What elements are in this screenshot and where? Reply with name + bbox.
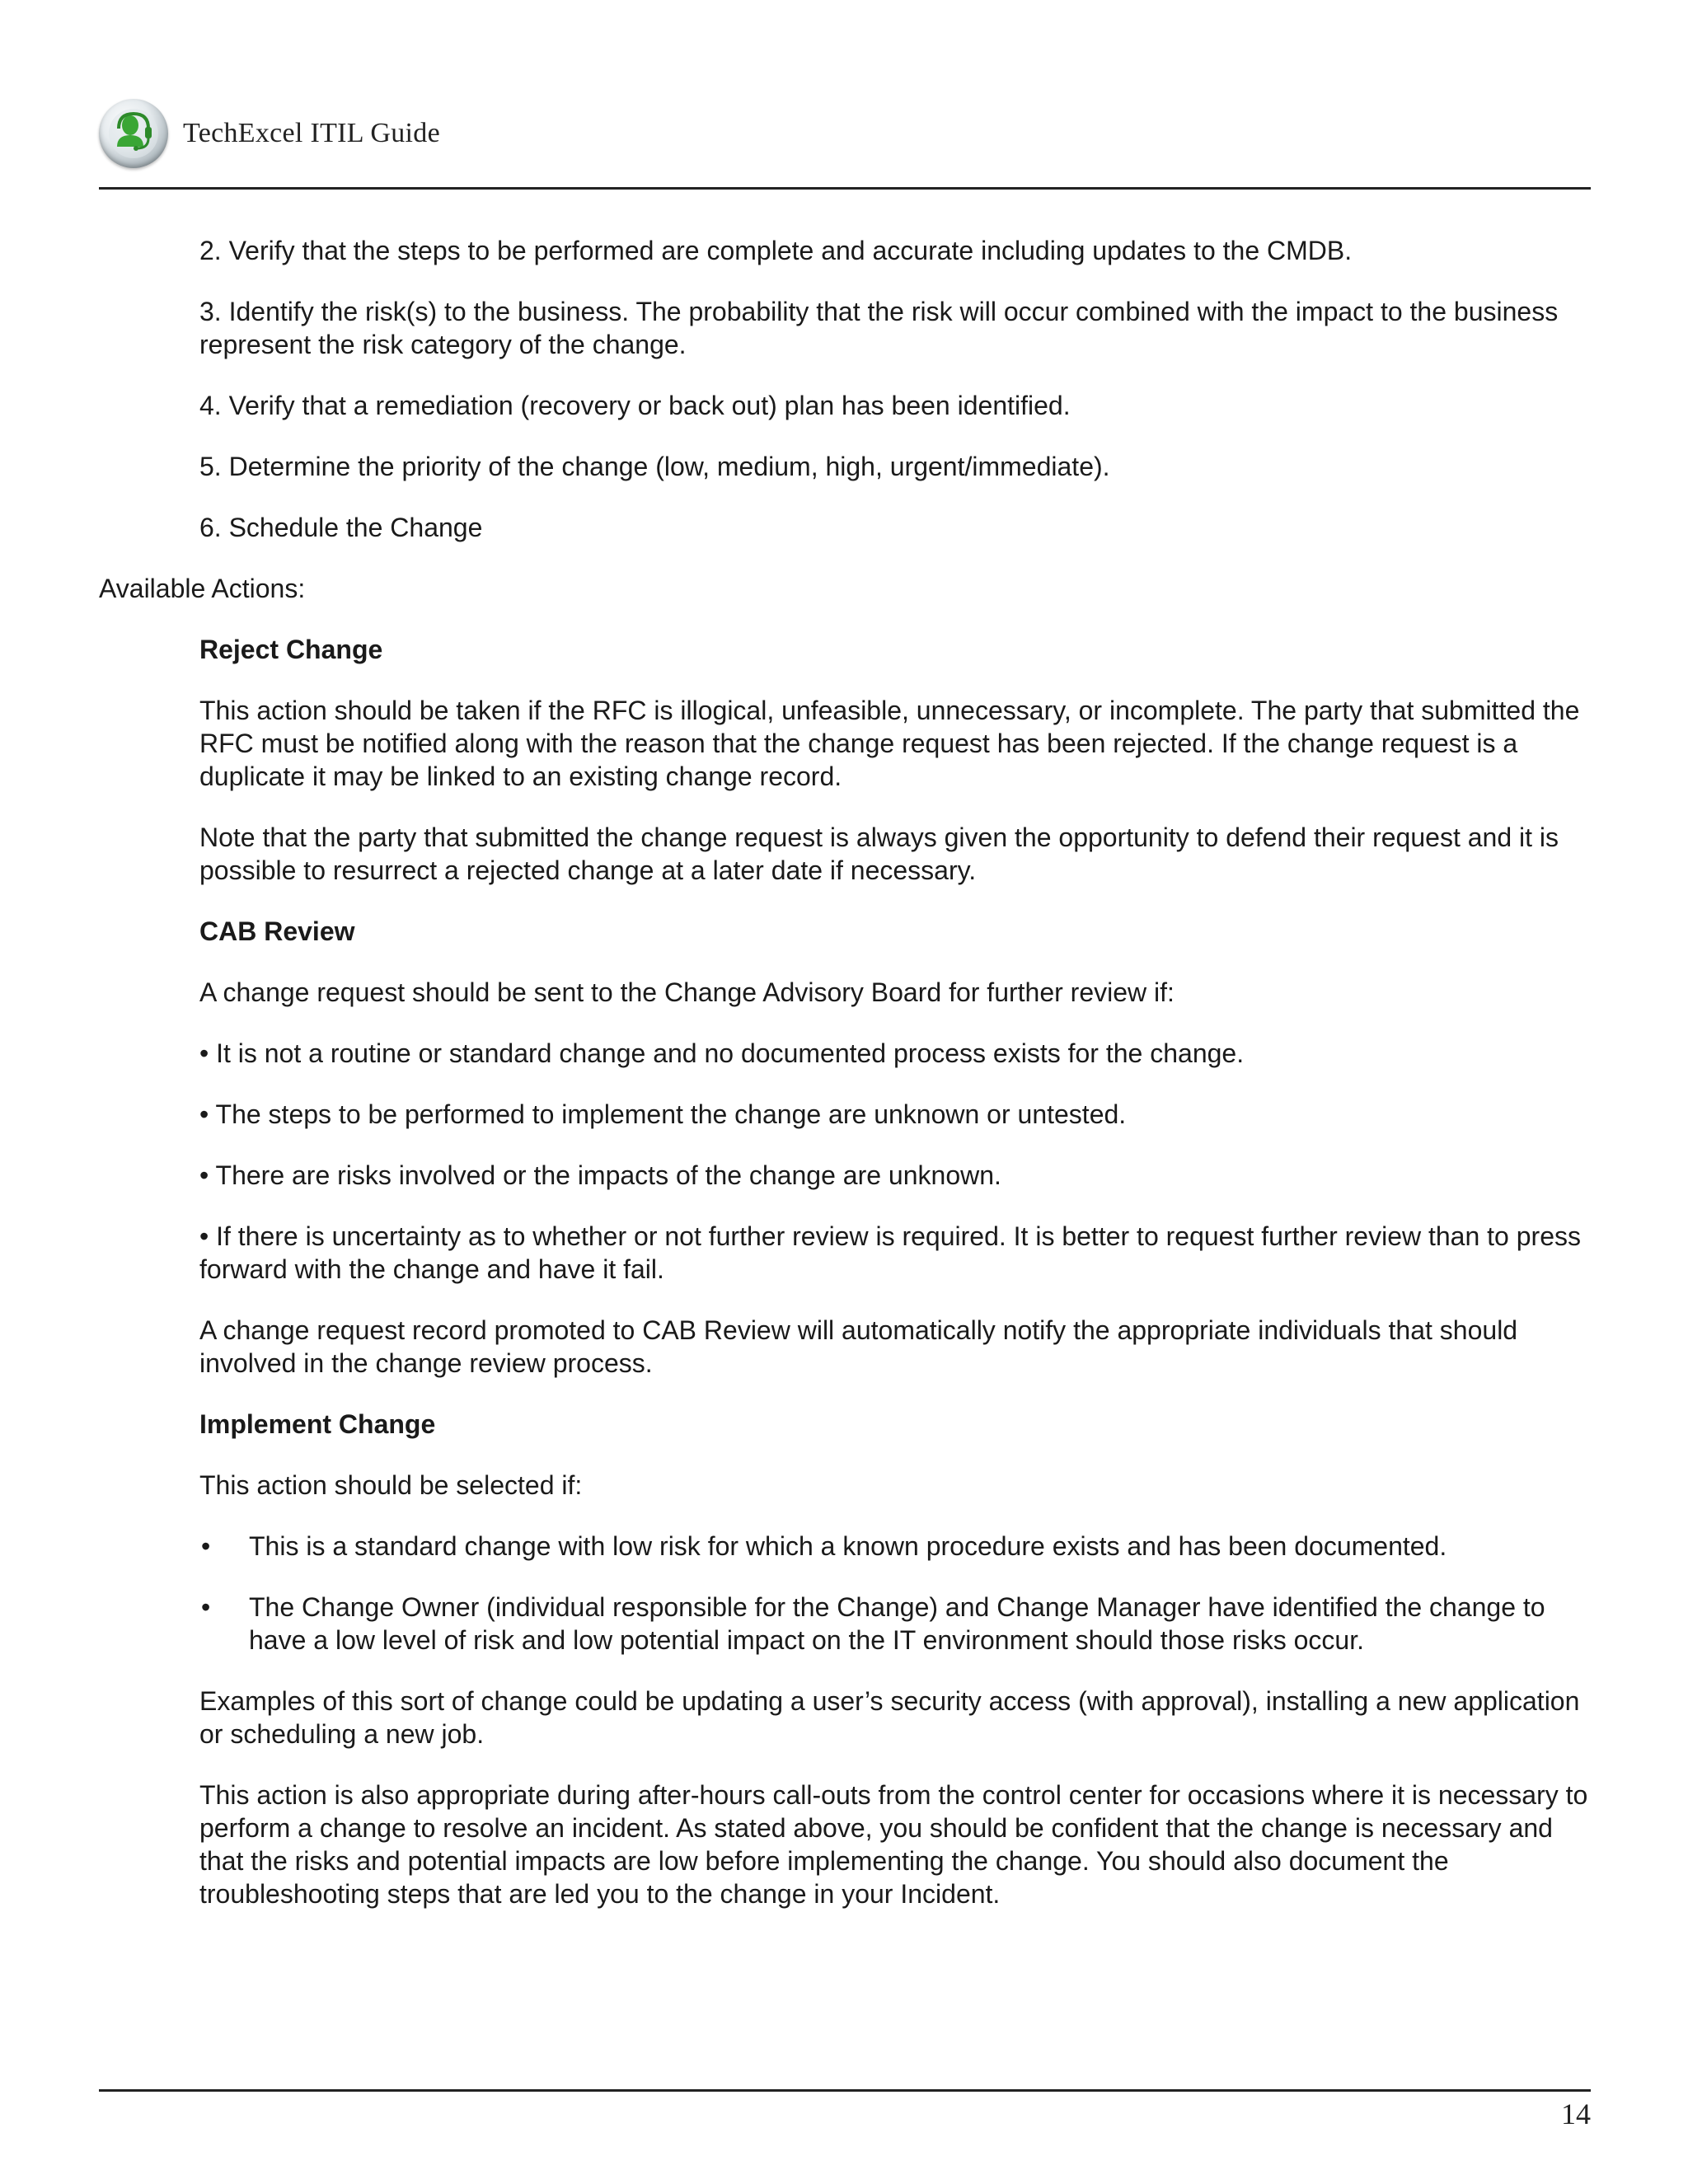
list-item [0, 1530, 1688, 1563]
page-body [0, 234, 1688, 1938]
step-item: 6. Schedule the Change [199, 513, 483, 542]
list-item-text: The Change Owner (individual responsible for the Change) and Change Manager have identified the change to have a low level of risk and low potential impact on the IT environment should those risks occur. [249, 1592, 1545, 1655]
headset-logo-icon [99, 99, 168, 168]
reject-change-note: Note that the party that submitted the change request is always given the opportunity to defend their request and it is possible to resurrect a rejected change at a later date if necessary. [199, 823, 1559, 885]
page-number: 14 [1561, 2097, 1591, 2130]
step-item: 2. Verify that the steps to be performed are complete and accurate including updates to the CMDB. [199, 236, 1353, 265]
implement-change-after-hours: This action is also appropriate during after-hours call-outs from the control center for occasions where it is necessary to perform a change to resolve an incident. As stated above, you should be confident that the change is necessary and that the risks and potential impacts are low before implementing the change. You should also document the troubleshooting steps that are led you to the change in your Incident. [199, 1780, 1588, 1909]
bullet-icon: • [201, 1531, 211, 1561]
implement-change-intro: This action should be selected if: [199, 1470, 583, 1500]
cab-review-heading: CAB Review [199, 916, 355, 946]
list-item-text: This is a standard change with low risk for which a known procedure exists and has been documented. [249, 1531, 1447, 1561]
page-header [99, 97, 440, 170]
step-item: 4. Verify that a remediation (recovery or back out) plan has been identified. [199, 391, 1071, 420]
reject-change-heading: Reject Change [199, 635, 383, 664]
document-title: TechExcel ITIL Guide [183, 118, 440, 148]
implement-change-examples: Examples of this sort of change could be updating a user’s security access (with approval), installing a new application or scheduling a new job. [199, 1686, 1580, 1749]
cab-review-intro: A change request should be sent to the Change Advisory Board for further review if: [199, 977, 1175, 1007]
step-item: 5. Determine the priority of the change (low, medium, high, urgent/immediate). [199, 452, 1110, 481]
list-item [0, 1591, 1688, 1657]
step-item: 3. Identify the risk(s) to the business. The probability that the risk will occur combined with the impact to the business represent the risk category of the change. [199, 297, 1559, 359]
reject-change-paragraph: This action should be taken if the RFC is illogical, unfeasible, unnecessary, or incomplete. The party that submitted the RFC must be notified along with the reason that the change request has been rejected. If the change request is a duplicate it may be linked to an existing change record. [199, 696, 1580, 791]
header-divider [99, 187, 1591, 190]
cab-review-closing: A change request record promoted to CAB Review will automatically notify the appropriate individuals that should involved in the change review process. [199, 1315, 1518, 1378]
bullet-icon: • [201, 1592, 211, 1622]
cab-review-bullet: • If there is uncertainty as to whether or not further review is required. It is better to request further review than to press forward with the change and have it fail. [199, 1221, 1581, 1284]
cab-review-bullet: • The steps to be performed to implement the change are unknown or untested. [199, 1099, 1127, 1129]
footer-divider [99, 2089, 1591, 2092]
cab-review-bullet: • It is not a routine or standard change and no documented process exists for the change. [199, 1038, 1245, 1068]
implement-change-list [0, 1530, 1688, 1657]
implement-change-heading: Implement Change [199, 1409, 436, 1439]
cab-review-bullet: • There are risks involved or the impacts of the change are unknown. [199, 1160, 1001, 1190]
available-actions-label: Available Actions: [99, 574, 306, 603]
